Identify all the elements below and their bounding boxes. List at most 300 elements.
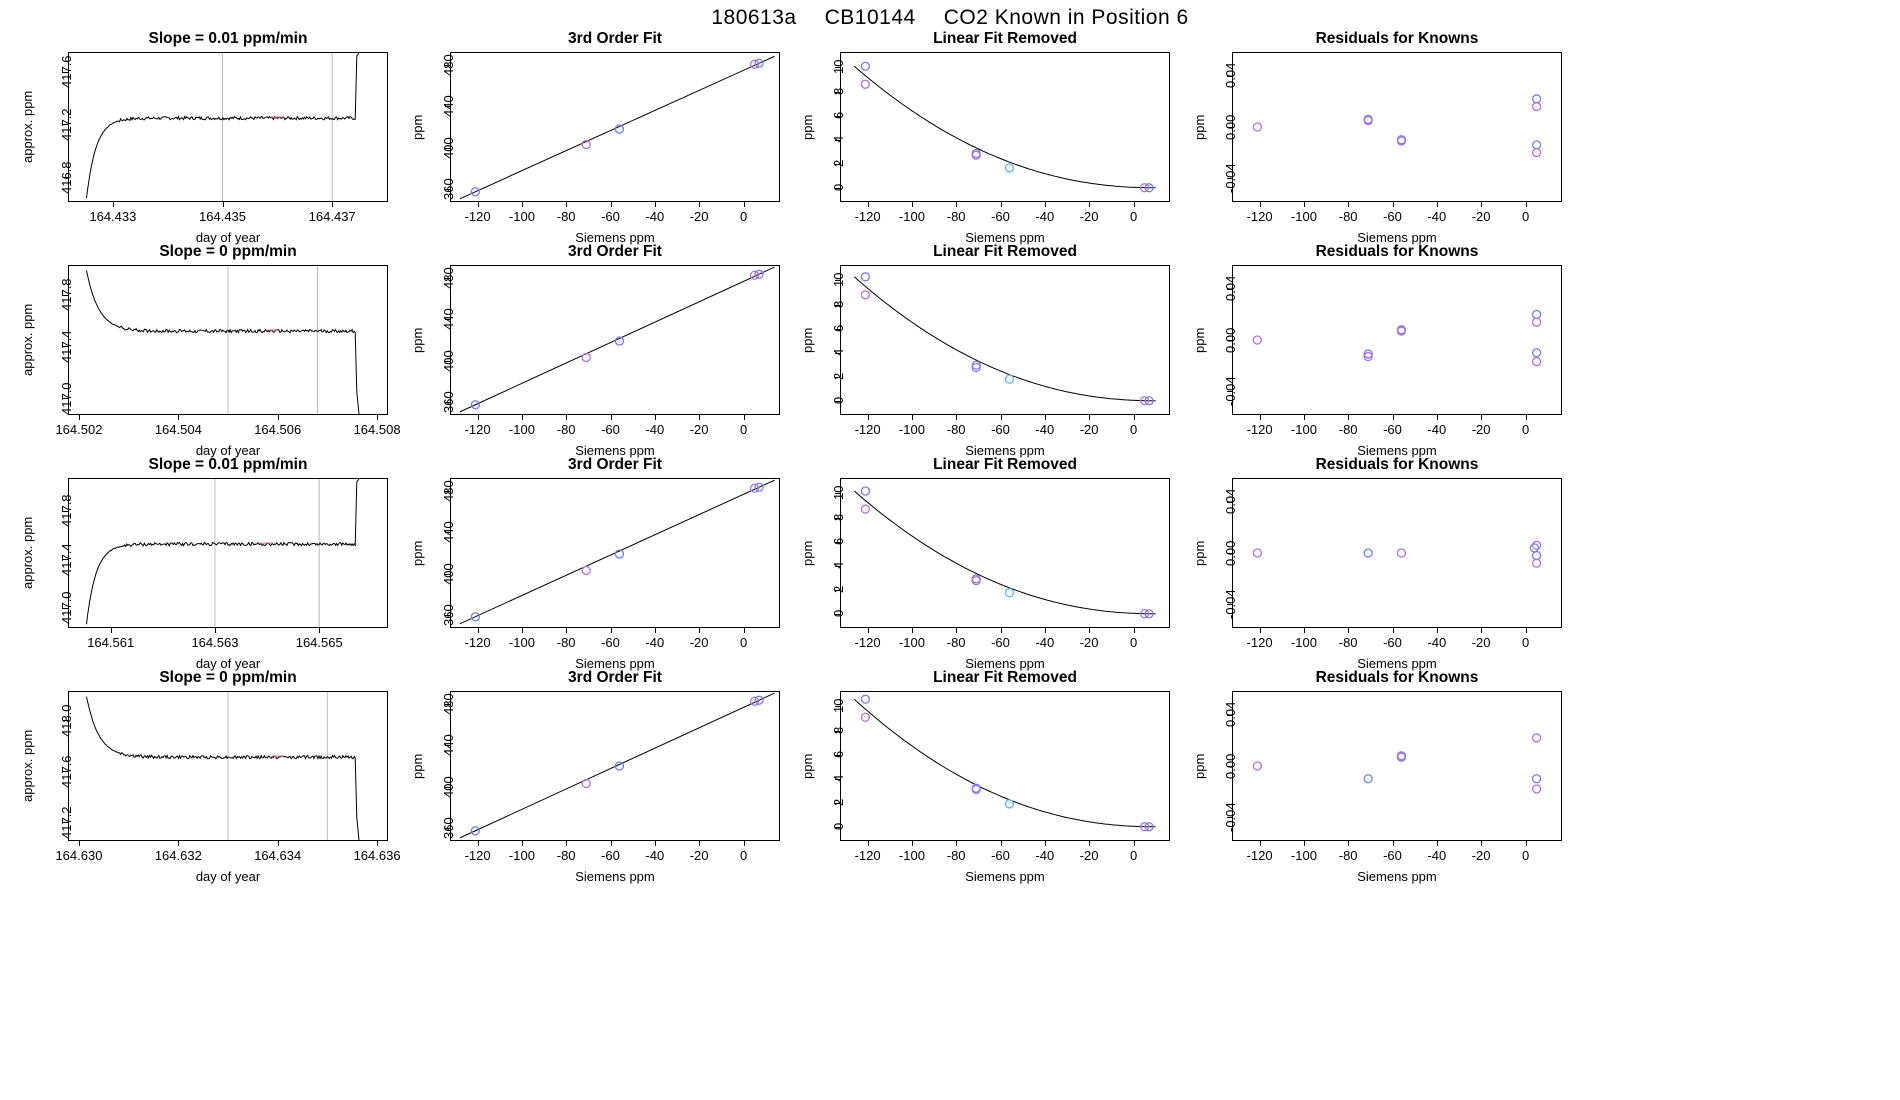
x-tickmark [912,202,913,207]
x-tick-label: 164.504 [154,422,202,437]
y-tick-label: 0.00 [1223,114,1238,140]
x-tickmark [1437,202,1438,207]
y-axis-label: ppm [410,753,425,779]
x-tick-label: -60 [991,422,1010,437]
x-tickmark [611,628,612,633]
plot-area-ts [68,265,388,415]
x-axis-label: day of year [195,230,261,245]
y-tick-label: 417.4 [59,330,74,363]
x-tickmark [1260,628,1261,633]
y-axis-label: ppm [800,327,815,353]
y-tick-label: 417.4 [59,543,74,576]
figure-title-part-1: CB10144 [824,6,916,29]
y-tick-label: 417.2 [59,806,74,839]
x-axis-label: Siemens ppm [575,443,655,458]
x-tickmark [1260,202,1261,207]
x-tickmark [744,841,745,846]
x-tickmark [1393,841,1394,846]
x-tickmark [1526,841,1527,846]
x-tickmark [566,415,567,420]
x-axis-label: Siemens ppm [965,869,1045,884]
x-tick-label: 0 [1522,422,1530,437]
x-tick-label: -100 [898,422,925,437]
x-tickmark [111,628,112,633]
x-tickmark [655,628,656,633]
x-tick-label: -100 [1290,848,1317,863]
x-tick-label: -40 [1427,422,1447,437]
x-tickmark [1526,628,1527,633]
y-tick-label: 4 [831,135,846,144]
plot-area-res [1232,52,1562,202]
x-tick-label: -40 [1427,635,1447,650]
x-tick-label: -120 [464,422,491,437]
panel-lin [800,669,1170,934]
panel-fit [410,669,780,934]
x-tick-label: -20 [1471,422,1491,437]
plot-area-fit [450,265,780,415]
x-tick-label: 164.437 [308,209,356,224]
y-tick-label: 0 [831,610,846,618]
x-tick-label: 164.634 [254,848,302,863]
x-tick-label: -40 [645,635,665,650]
panel-title: Linear Fit Removed [933,30,1077,47]
x-tickmark [956,202,957,207]
y-tick-label: 417.2 [59,108,74,141]
x-tickmark [478,202,479,207]
x-tick-label: 164.630 [55,848,103,863]
x-tickmark [1526,202,1527,207]
y-tick-label: 480 [441,693,456,716]
x-tick-label: 164.563 [191,635,239,650]
plot-area-fit [450,691,780,841]
x-tickmark [79,415,80,420]
y-tick-label: -0.04 [1223,376,1238,407]
x-tickmark [1437,415,1438,420]
x-tick-label: 0 [740,209,748,224]
x-tick-label: -60 [991,848,1010,863]
x-tick-label: -40 [1035,635,1055,650]
y-tick-label: 360 [441,603,456,626]
plot-area-ts [68,52,388,202]
x-tickmark [1348,841,1349,846]
x-tick-label: -120 [1246,422,1273,437]
x-tick-label: 0 [740,635,748,650]
x-tick-label: 164.565 [295,635,343,650]
x-tickmark [744,415,745,420]
x-tick-label: 0 [1522,848,1530,863]
x-tick-label: -60 [601,635,620,650]
x-tick-label: -20 [1079,209,1099,224]
x-tickmark [522,841,523,846]
x-tickmark [1045,202,1046,207]
x-tickmark [956,841,957,846]
x-tickmark [215,628,216,633]
panel-ts [20,669,401,934]
x-tickmark [566,628,567,633]
y-tick-label: 6 [831,111,846,120]
x-tick-label: -80 [1338,422,1358,437]
plot-area-res [1232,265,1562,415]
x-tick-label: -80 [1338,848,1358,863]
panel-title: 3rd Order Fit [568,30,662,47]
panel-title: 3rd Order Fit [568,669,662,686]
y-tick-label: 480 [441,267,456,290]
y-axis-label: ppm [410,540,425,566]
x-tick-label: -120 [464,635,491,650]
y-tick-label: 6 [831,324,846,333]
x-tick-label: -60 [601,848,620,863]
x-axis-label: Siemens ppm [575,230,655,245]
y-tick-label: 8 [831,726,846,734]
x-tick-label: -80 [556,422,576,437]
x-tick-label: -120 [854,209,881,224]
x-tick-label: 164.508 [353,422,401,437]
y-tick-label: -0.04 [1223,163,1238,194]
x-tick-label: -100 [508,422,535,437]
x-tickmark [1348,415,1349,420]
x-tick-label: 0 [1130,848,1138,863]
panel-title: 3rd Order Fit [568,456,662,473]
x-tickmark [611,202,612,207]
y-tick-label: 400 [441,562,456,585]
y-axis-label: approx. ppm [20,516,35,589]
x-tickmark [956,628,957,633]
y-tick-label: 0.04 [1223,702,1238,728]
x-tick-label: -20 [1471,848,1491,863]
x-tickmark [699,628,700,633]
x-axis-label: day of year [195,656,261,671]
y-tick-label: 417.0 [59,591,74,625]
x-tickmark [611,841,612,846]
x-tickmark [1001,841,1002,846]
y-tick-label: 360 [441,816,456,839]
panel-title: Residuals for Knowns [1315,456,1479,473]
x-axis-label: Siemens ppm [965,230,1045,245]
x-tickmark [1304,628,1305,633]
x-tick-label: -100 [1290,635,1317,650]
plot-area-lin [840,691,1170,841]
x-tickmark [478,415,479,420]
x-tick-label: -100 [508,848,535,863]
x-tickmark [1437,841,1438,846]
y-tick-label: 440 [441,308,456,331]
plot-area-fit [450,478,780,628]
x-tick-label: -60 [1383,209,1402,224]
x-tickmark [1348,628,1349,633]
x-tickmark [566,841,567,846]
y-tick-label: 417.8 [59,494,74,528]
y-tick-label: 2 [831,372,846,381]
x-tickmark [1001,415,1002,420]
y-tick-label: 8 [831,513,846,521]
x-tickmark [478,841,479,846]
x-tick-label: -80 [946,422,966,437]
x-tick-label: -60 [1383,422,1402,437]
y-tick-label: 0.00 [1223,327,1238,353]
x-tick-label: 164.632 [154,848,202,863]
y-tick-label: 417.8 [59,278,74,312]
y-tick-label: 10 [831,698,846,714]
x-tickmark [1045,415,1046,420]
x-axis-label: day of year [195,443,261,458]
x-tick-label: -20 [1471,209,1491,224]
x-tickmark [868,841,869,846]
x-tick-label: -40 [1427,848,1447,863]
x-axis-label: Siemens ppm [1357,656,1437,671]
x-tickmark [1304,841,1305,846]
y-tick-label: -0.04 [1223,802,1238,833]
x-tick-label: -60 [991,635,1010,650]
x-tickmark [79,841,80,846]
y-tick-label: 8 [831,300,846,308]
x-tick-label: -100 [508,635,535,650]
figure-title [0,6,1900,30]
x-tick-label: -20 [689,422,709,437]
y-tick-label: 400 [441,349,456,372]
x-tickmark [912,415,913,420]
x-axis-label: Siemens ppm [1357,230,1437,245]
panel-res [1192,669,1562,934]
panel-title: Linear Fit Removed [933,243,1077,260]
y-tick-label: 0.00 [1223,753,1238,779]
y-tick-label: 0 [831,184,846,192]
plot-area-lin [840,265,1170,415]
x-axis-label: Siemens ppm [1357,869,1437,884]
x-tickmark [744,628,745,633]
x-tickmark [1001,202,1002,207]
x-axis-label: day of year [195,869,261,884]
x-tick-label: -120 [854,422,881,437]
y-tick-label: 8 [831,87,846,95]
x-tick-label: -80 [1338,635,1358,650]
x-tickmark [912,841,913,846]
x-tickmark [1089,841,1090,846]
x-tick-label: -120 [1246,209,1273,224]
plot-area-lin [840,52,1170,202]
x-tick-label: -100 [1290,422,1317,437]
x-tickmark [611,415,612,420]
figure-title-part-2: CO2 Known in Position 6 [943,6,1189,29]
x-tick-label: -120 [1246,848,1273,863]
y-tick-label: 400 [441,136,456,159]
panel-title: Slope = 0.01 ppm/min [148,30,308,47]
y-tick-label: 10 [831,59,846,75]
y-axis-label: ppm [1192,114,1207,140]
y-tick-label: 440 [441,734,456,757]
x-tick-label: -60 [601,209,620,224]
plot-area-ts [68,478,388,628]
x-tickmark [699,202,700,207]
x-tick-label: 164.502 [55,422,103,437]
x-tick-label: -20 [689,635,709,650]
y-tick-label: 4 [831,561,846,570]
x-tickmark [1304,202,1305,207]
x-tick-label: -40 [645,422,665,437]
y-axis-label: ppm [1192,540,1207,566]
x-tickmark [278,415,279,420]
x-tick-label: -80 [946,209,966,224]
x-tick-label: -80 [556,635,576,650]
y-tick-label: 0.00 [1223,540,1238,566]
x-tick-label: -40 [645,209,665,224]
figure-title-part-0: 180613a [711,6,797,29]
y-tick-label: 0.04 [1223,63,1238,89]
x-tick-label: -60 [601,422,620,437]
y-tick-label: 416.8 [59,161,74,194]
x-tick-label: 0 [740,422,748,437]
x-tick-label: 0 [1130,422,1138,437]
y-axis-label: ppm [410,114,425,140]
panel-title: Residuals for Knowns [1315,669,1479,686]
x-axis-label: Siemens ppm [965,656,1045,671]
x-tick-label: -80 [556,209,576,224]
x-tick-label: -60 [1383,848,1402,863]
x-tickmark [1393,202,1394,207]
x-tickmark [178,841,179,846]
y-axis-label: ppm [800,540,815,566]
x-tick-label: -20 [1079,422,1099,437]
y-tick-label: 440 [441,521,456,544]
x-tickmark [956,415,957,420]
y-axis-label: approx. ppm [20,729,35,802]
x-tickmark [1393,628,1394,633]
x-tick-label: 164.561 [87,635,135,650]
x-tick-label: 164.506 [254,422,302,437]
panel-title: 3rd Order Fit [568,243,662,260]
x-axis-label: Siemens ppm [575,869,655,884]
plot-area-lin [840,478,1170,628]
x-tickmark [319,628,320,633]
x-tick-label: -120 [464,848,491,863]
y-tick-label: 0.04 [1223,276,1238,302]
y-tick-label: 0 [831,823,846,831]
x-tickmark [522,415,523,420]
x-tick-label: 164.433 [89,209,137,224]
x-tickmark [1437,628,1438,633]
x-tickmark [1481,628,1482,633]
x-tick-label: -100 [1290,209,1317,224]
y-tick-label: 6 [831,537,846,546]
y-axis-label: approx. ppm [20,303,35,376]
y-tick-label: 10 [831,485,846,501]
x-tick-label: -100 [898,848,925,863]
y-tick-label: 2 [831,798,846,807]
x-tick-label: 0 [1522,635,1530,650]
x-axis-label: Siemens ppm [575,656,655,671]
x-tickmark [1001,628,1002,633]
x-tickmark [1134,628,1135,633]
x-tickmark [113,202,114,207]
x-tickmark [655,202,656,207]
x-tick-label: 0 [1130,635,1138,650]
y-tick-label: 4 [831,348,846,357]
x-tickmark [699,841,700,846]
x-tickmark [1089,628,1090,633]
x-tickmark [1089,415,1090,420]
x-tick-label: -120 [1246,635,1273,650]
x-tick-label: -100 [898,635,925,650]
y-tick-label: 400 [441,775,456,798]
y-tick-label: 2 [831,159,846,168]
x-tickmark [1134,841,1135,846]
y-tick-label: 2 [831,585,846,594]
x-axis-label: Siemens ppm [1357,443,1437,458]
y-axis-label: ppm [1192,753,1207,779]
y-tick-label: 417.0 [59,382,74,415]
plot-area-res [1232,691,1562,841]
x-tick-label: -80 [556,848,576,863]
x-tick-label: -120 [464,209,491,224]
x-tick-label: 0 [1130,209,1138,224]
y-tick-label: -0.04 [1223,589,1238,620]
y-axis-label: approx. ppm [20,90,35,163]
x-tickmark [223,202,224,207]
y-tick-label: 360 [441,177,456,200]
y-tick-label: 440 [441,95,456,118]
x-tickmark [1348,202,1349,207]
x-tick-label: -40 [1035,848,1055,863]
y-tick-label: 10 [831,272,846,288]
x-tickmark [868,628,869,633]
y-tick-label: 417.6 [59,755,74,788]
y-tick-label: 4 [831,774,846,783]
x-tick-label: -40 [1035,209,1055,224]
y-tick-label: 6 [831,750,846,759]
x-tickmark [377,841,378,846]
x-tickmark [744,202,745,207]
y-axis-label: ppm [1192,327,1207,353]
x-tickmark [178,415,179,420]
x-tick-label: 164.435 [199,209,247,224]
x-tickmark [655,415,656,420]
x-tickmark [1134,202,1135,207]
x-tick-label: -100 [898,209,925,224]
x-tickmark [699,415,700,420]
x-tickmark [1260,415,1261,420]
x-tick-label: -120 [854,848,881,863]
panel-title: Linear Fit Removed [933,669,1077,686]
x-tick-label: -80 [1338,209,1358,224]
y-axis-label: ppm [800,114,815,140]
x-tickmark [1481,202,1482,207]
y-tick-label: 0.04 [1223,489,1238,515]
x-tickmark [1481,415,1482,420]
x-tick-label: -40 [645,848,665,863]
x-tickmark [522,202,523,207]
chart-row [0,669,1900,934]
x-tick-label: -80 [946,848,966,863]
x-tick-label: -40 [1427,209,1447,224]
x-tickmark [1089,202,1090,207]
y-axis-label: ppm [800,753,815,779]
x-tick-label: -80 [946,635,966,650]
x-tickmark [522,628,523,633]
x-tickmark [912,628,913,633]
y-axis-label: ppm [410,327,425,353]
x-tickmark [655,841,656,846]
x-tick-label: -20 [1079,635,1099,650]
x-tick-label: -60 [991,209,1010,224]
x-tickmark [1481,841,1482,846]
x-tick-label: -20 [1471,635,1491,650]
x-tickmark [332,202,333,207]
panel-title: Slope = 0 ppm/min [159,669,297,686]
x-tick-label: -120 [854,635,881,650]
panel-title: Slope = 0 ppm/min [159,243,297,260]
y-tick-label: 418.0 [59,704,74,737]
x-tick-label: 0 [1522,209,1530,224]
x-tickmark [1045,628,1046,633]
